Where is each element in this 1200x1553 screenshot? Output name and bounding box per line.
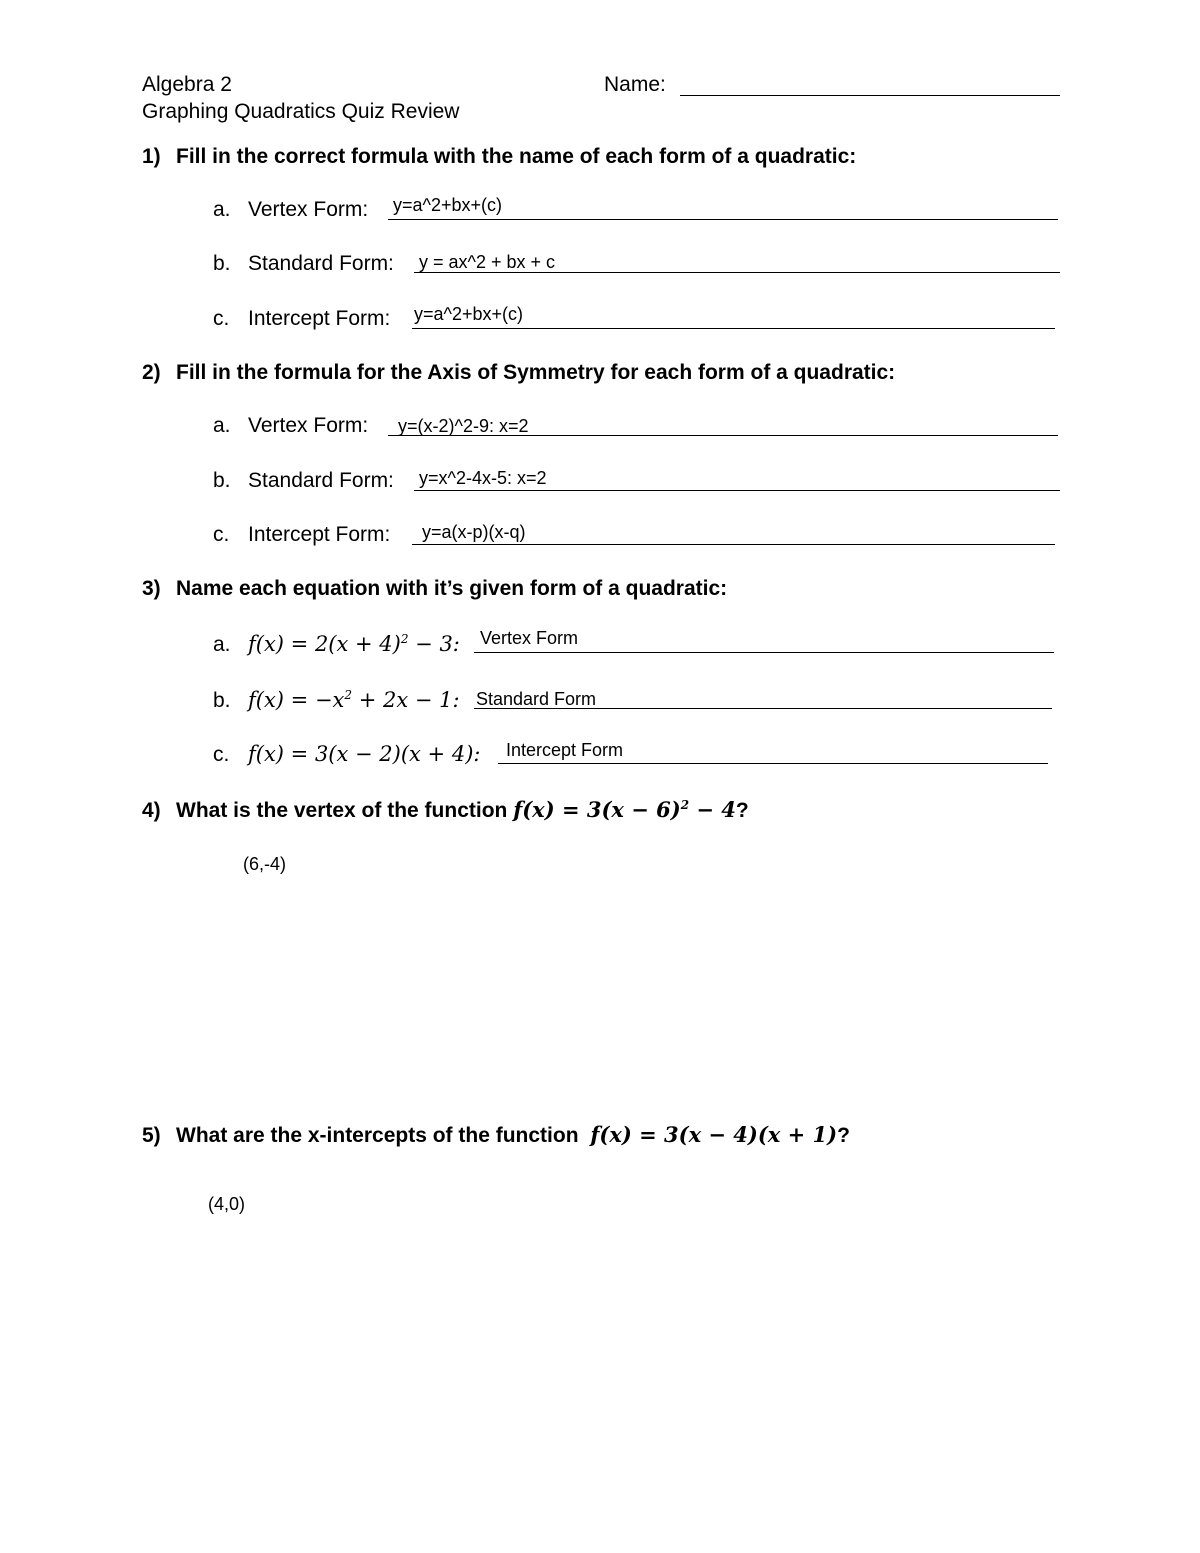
equation — [248, 742, 480, 766]
name-label: Name: — [604, 73, 666, 96]
q3-item-b — [213, 688, 460, 713]
equation — [248, 688, 460, 712]
question-number: 2) — [142, 361, 161, 384]
question-prompt: What are the x-intercepts of the function — [176, 1124, 579, 1147]
item-letter: c. — [213, 743, 230, 766]
answer-line[interactable] — [412, 328, 1055, 329]
item-label: Intercept Form: — [248, 523, 391, 546]
question-prompt: Fill in the correct formula with the name of each form of a quadratic: — [176, 145, 857, 168]
equation-main: f(x) = 3(x − 6) — [513, 797, 681, 822]
answer-text: y = ax^2 + bx + c — [419, 252, 556, 272]
question-1 — [142, 145, 856, 169]
item-letter: b. — [213, 469, 231, 492]
question-number: 1) — [142, 145, 161, 168]
item-label: Vertex Form: — [248, 198, 369, 221]
worksheet-title: Graphing Quadratics Quiz Review — [142, 100, 460, 123]
course-title: Algebra 2 — [142, 73, 232, 96]
answer-line[interactable] — [474, 708, 1052, 709]
q3-item-c — [213, 742, 480, 767]
answer-line[interactable] — [388, 435, 1058, 436]
item-letter: a. — [213, 414, 231, 437]
item-label: Standard Form: — [248, 252, 394, 275]
item-letter: a. — [213, 633, 231, 656]
question-4 — [142, 797, 749, 823]
q2-item-a — [213, 414, 368, 438]
item-label: Intercept Form: — [248, 307, 391, 330]
answer-line[interactable] — [412, 544, 1055, 545]
q2-item-b — [213, 469, 394, 493]
answer-line[interactable] — [414, 490, 1060, 491]
answer-line[interactable] — [414, 272, 1060, 273]
question-prompt: What is the vertex of the function — [176, 799, 508, 822]
question-prompt: Name each equation with it’s given form of a quadratic: — [176, 577, 728, 600]
answer-text: (6,-4) — [243, 854, 287, 874]
equation-main: f(x) = 2(x + 4) — [248, 632, 401, 656]
q3-item-a — [213, 632, 460, 657]
equation-exponent: 2 — [400, 632, 409, 646]
question-mark: ? — [735, 799, 749, 822]
question-mark: ? — [837, 1124, 850, 1147]
answer-text: Intercept Form — [506, 740, 624, 760]
equation: f(x) = 3(x − 4)(x + 1) — [590, 1122, 838, 1147]
answer-text: y=x^2-4x-5: x=2 — [419, 468, 547, 488]
answer-text: y=a^2+bx+(c) — [393, 195, 503, 215]
item-letter: c. — [213, 307, 230, 330]
answer-text: y=a^2+bx+(c) — [414, 304, 524, 324]
item-label: Standard Form: — [248, 469, 394, 492]
equation — [513, 797, 736, 822]
equation — [248, 632, 460, 656]
item-letter: b. — [213, 252, 231, 275]
equation-tail: − 4 — [689, 797, 736, 822]
answer-line[interactable] — [498, 763, 1048, 764]
answer-text: (4,0) — [208, 1194, 246, 1214]
answer-text: y=(x-2)^2-9: x=2 — [398, 416, 529, 436]
question-number: 3) — [142, 577, 161, 600]
equation-tail: − 3: — [408, 632, 460, 656]
item-letter: b. — [213, 689, 231, 712]
question-number: 5) — [142, 1124, 161, 1147]
q1-item-b — [213, 252, 394, 276]
name-line[interactable] — [680, 95, 1060, 96]
equation-exponent: 2 — [344, 688, 353, 702]
answer-line[interactable] — [388, 219, 1058, 220]
q1-item-c — [213, 307, 390, 331]
equation-main: f(x) = 3(x − 2)(x + 4) — [248, 742, 474, 766]
answer-text: Vertex Form — [480, 628, 579, 648]
answer-text: Standard Form — [476, 689, 597, 709]
item-label: Vertex Form: — [248, 414, 369, 437]
q2-item-c — [213, 523, 390, 547]
equation-main: f(x) = −x — [248, 688, 345, 712]
equation-exponent: 2 — [680, 798, 690, 812]
answer-line[interactable] — [474, 652, 1054, 653]
answer-text: y=a(x-p)(x-q) — [422, 522, 526, 542]
item-letter: c. — [213, 523, 230, 546]
question-3 — [142, 577, 727, 601]
item-letter: a. — [213, 198, 231, 221]
q1-item-a — [213, 198, 368, 222]
equation-tail: + 2x − 1: — [352, 688, 460, 712]
question-prompt: Fill in the formula for the Axis of Symmetry for each form of a quadratic: — [176, 361, 896, 384]
question-number: 4) — [142, 799, 161, 822]
equation-tail: : — [473, 742, 481, 766]
question-5 — [142, 1122, 850, 1148]
question-2 — [142, 361, 895, 385]
